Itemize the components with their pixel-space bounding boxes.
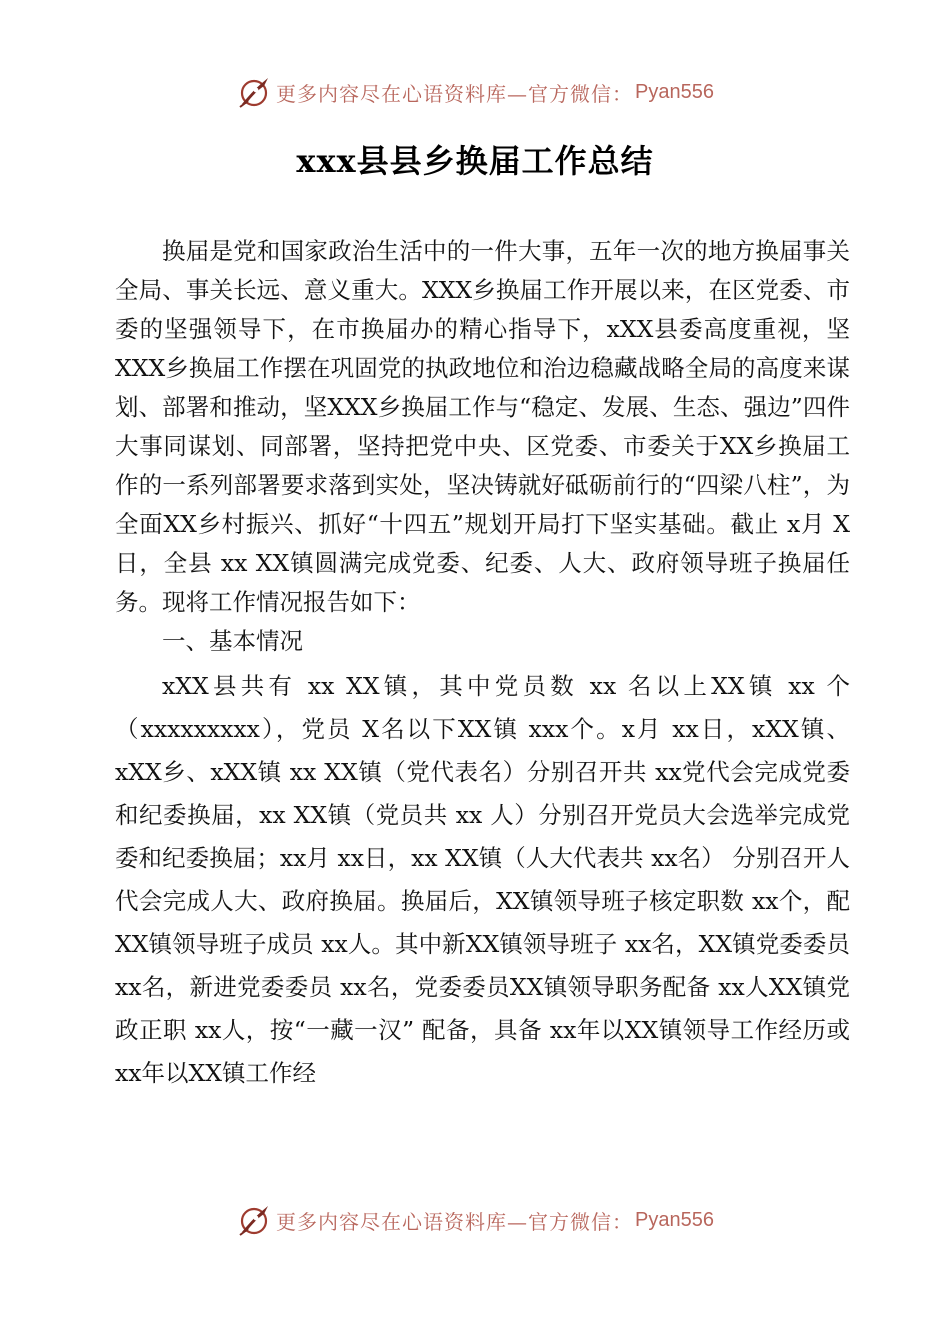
paragraph-basic-situation: xXX县共有 xx XX镇，其中党员数 xx 名以上XX镇 xx 个（xxxxxxxxx），党员 X名以下XX镇 xxx个。x月 xx日，xXX镇、 xXX乡、xXX镇 xx XX镇（党代表名）分别召开共 xx党代会完成党委和纪委换届，xx XX镇（党员共 xx 人）分别召开党员大会选举完成党委和纪委换届；xx月 xx日，xx XX镇（人大代表共 xx名） 分别召开人代会完成人大、政府换届。换届后，XX镇领导班子核定职数 xx个，配XX镇领导班子成员 xx人。其中新XX镇领导班子 xx名，XX镇党委委员 xx名，新进党委委员 xx名，党委委员XX镇领导职务配备 xx人XX镇党政正职 xx人，按“一藏一汉” 配备，具备 xx年以XX镇领导工作经历或 xx年以XX镇工作经: [115, 672, 850, 1087]
banner-text: 更多内容尽在心语资料库—官方微信：: [276, 81, 634, 106]
section-heading: 一、基本情况: [162, 627, 303, 655]
pen-nib-logo-icon: [236, 1202, 272, 1238]
header-banner: [0, 72, 950, 112]
footer-banner: [0, 1200, 950, 1240]
banner-wechat-id: Pyan556: [635, 1208, 714, 1231]
pen-nib-logo-icon: [236, 74, 272, 110]
document-body: [115, 232, 850, 1095]
banner-text: 更多内容尽在心语资料库—官方微信：: [276, 1209, 634, 1234]
paragraph-intro: 换届是党和国家政治生活中的一件大事，五年一次的地方换届事关全局、事关长远、意义重大。XXX乡换届工作开展以来，在区党委、市委的坚强领导下，在市换届办的精心指导下，xXX县委高度重视，坚XXX乡换届工作摆在巩固党的执政地位和治边稳藏战略全局的高度来谋划、部署和推动，坚XXX乡换届工作与“稳定、发展、生态、强边”四件大事同谋划、同部署，坚持把党中央、区党委、市委关于XX乡换届工作的一系列部署要求落到实处，坚决铸就好砥砺前行的“四梁八柱”，为全面XX乡村振兴、抓好“十四五”规划开局打下坚实基础。截止 x月 X日，全县 xx XX镇圆满完成党委、纪委、人大、政府领导班子换届任务。现将工作情况报告如下：: [115, 237, 850, 616]
banner-wechat-id: Pyan556: [635, 80, 714, 103]
document-title: xxx县县乡换届工作总结: [296, 142, 654, 180]
